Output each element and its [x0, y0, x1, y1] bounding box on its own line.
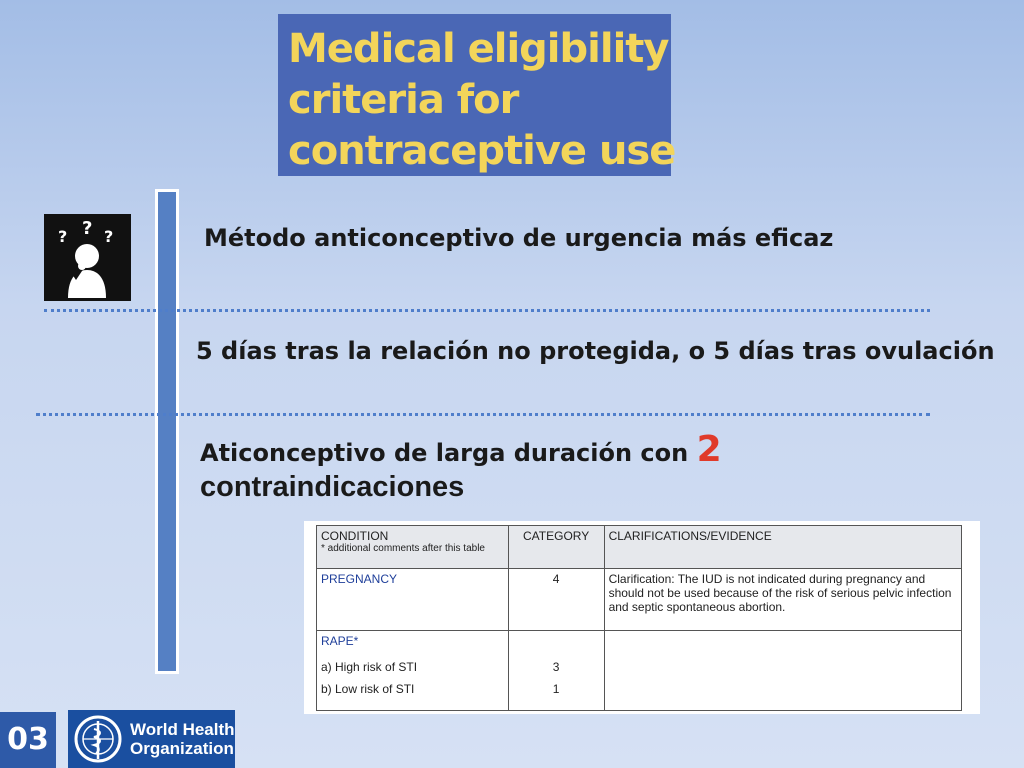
confused-person-icon: [44, 214, 131, 301]
who-wordmark-line-2: Organization: [130, 739, 234, 758]
svg-text:?: ?: [58, 227, 68, 246]
item-time-window: 5 días tras la relación no protegida, o 5 días tras ovulación: [196, 337, 995, 365]
header-condition: [317, 526, 509, 569]
row-pregnancy-category: 4: [508, 569, 604, 631]
header-condition-label: CONDITION: [321, 529, 389, 543]
header-clarifications: CLARIFICATIONS/EVIDENCE: [604, 526, 961, 569]
table-header-row: [317, 526, 962, 569]
row-pregnancy-clarification: Clarification: The IUD is not indicated during pregnancy and should not be used because of the risk of serious pelvic infection and septic spontaneous abortion.: [604, 569, 961, 631]
who-emblem-icon: [72, 713, 124, 765]
row-rape-clarification: [604, 631, 961, 711]
row-rape-label: RAPE*: [321, 634, 359, 648]
item-long-acting-prefix: Aticonceptivo de larga duración con: [200, 439, 697, 467]
eligibility-table: [316, 525, 962, 711]
item-long-acting: [200, 429, 722, 505]
contraindication-count: 2: [696, 429, 722, 470]
vertical-divider-bar: [155, 189, 179, 674]
who-logo: [68, 710, 235, 768]
eligibility-table-image: [304, 521, 980, 714]
title-banner: [278, 14, 676, 176]
who-wordmark-line-1: World Health: [130, 720, 235, 739]
item-long-acting-suffix: contraindicaciones: [200, 471, 465, 503]
row-rape-sub-a: a) High risk of STI: [321, 660, 418, 674]
title-line-1: Medical eligibility: [288, 26, 669, 72]
title-line-2: criteria for: [288, 77, 519, 123]
row-rape-sub-b: b) Low risk of STI: [321, 682, 415, 696]
item-emergency-method: Método anticonceptivo de urgencia más eficaz: [204, 224, 834, 252]
table-row: [317, 569, 962, 631]
dotted-separator-2: [36, 413, 930, 416]
row-rape-category: [508, 631, 604, 711]
header-condition-note: * additional comments after this table: [321, 543, 485, 554]
title-line-3: contraceptive use: [288, 128, 676, 174]
header-category: CATEGORY: [508, 526, 604, 569]
svg-text:?: ?: [82, 218, 93, 239]
row-rape-condition: [317, 631, 509, 711]
svg-text:?: ?: [104, 227, 114, 246]
slide-number-badge: 03: [0, 712, 56, 768]
who-wordmark: [130, 720, 235, 758]
row-rape-sub-a-category: 3: [552, 660, 560, 674]
row-rape-sub-b-category: 1: [552, 682, 560, 696]
table-row: [317, 631, 962, 711]
row-pregnancy-condition: PREGNANCY: [317, 569, 509, 631]
dotted-separator-1: [44, 309, 930, 312]
